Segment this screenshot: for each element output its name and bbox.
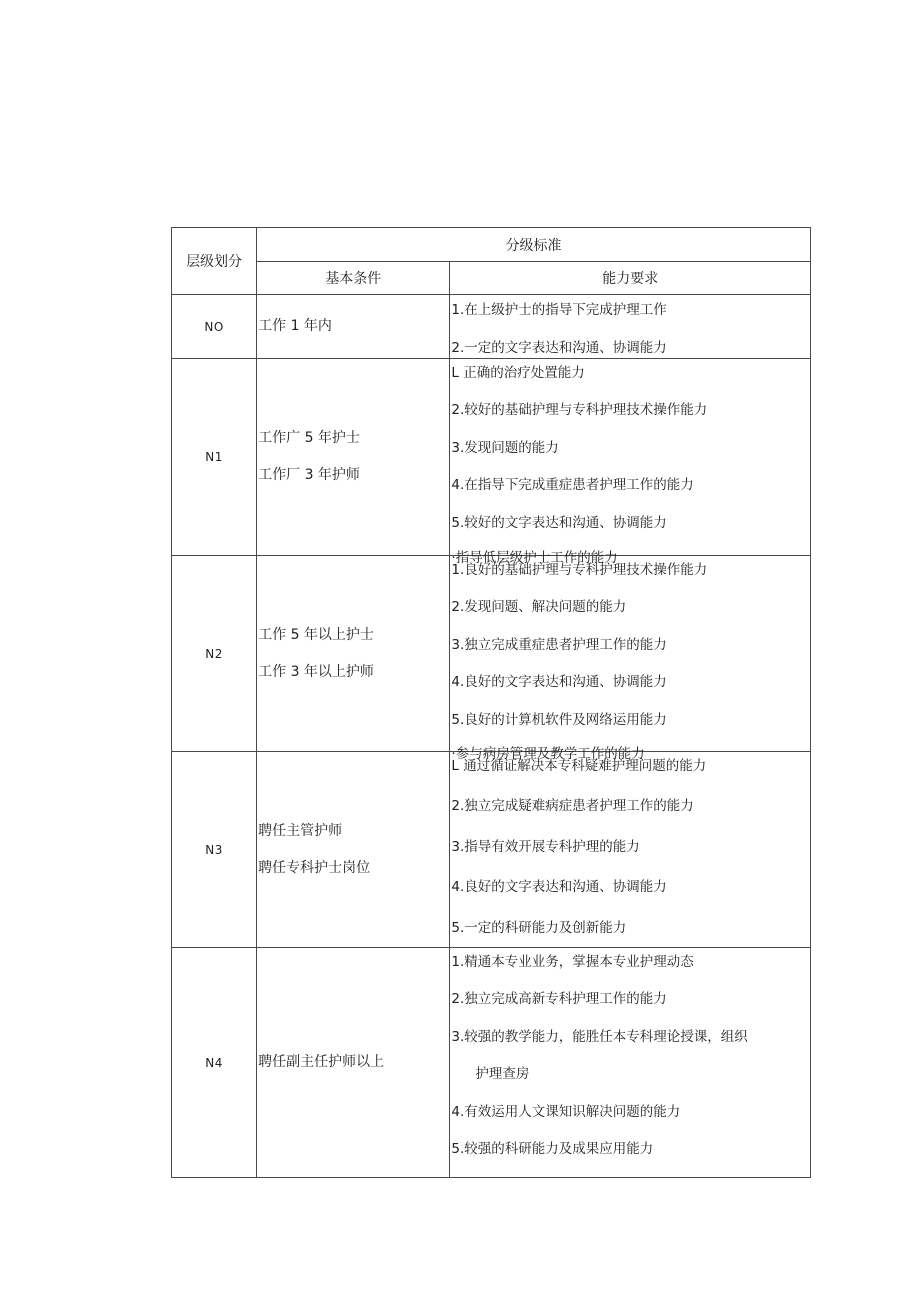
ability-line: 2.独立完成疑难病症患者护理工作的能力 (451, 798, 694, 814)
ability-line: 2.一定的文字表达和沟通、协调能力 (451, 340, 667, 356)
level-cell: N1 (172, 359, 257, 556)
level-cell: N3 (172, 752, 257, 948)
basic-line: 工作厂 3 年护师 (258, 467, 360, 483)
ability-cell (450, 295, 811, 359)
header-level: 层级划分 (172, 228, 257, 295)
basic-line: 工作 1 年内 (258, 318, 332, 334)
ability-cell (450, 752, 811, 948)
ability-line: 2.发现问题、解决问题的能力 (451, 599, 627, 615)
basic-line: 聘任主管护师 (258, 822, 343, 839)
level-cell: N4 (172, 948, 257, 1178)
ability-line-continued: 护理查房 (475, 1066, 530, 1082)
ability-line: 1.良好的基础护理与专科护理技术操作能力 (451, 562, 708, 578)
level-cell: N2 (172, 556, 257, 752)
ability-line: 4.有效运用人文课知识解决问题的能力 (451, 1104, 681, 1120)
ability-line: 1.在上级护士的指导下完成护理工作 (451, 302, 667, 318)
ability-line: 3.指导有效开展专科护理的能力 (451, 839, 640, 855)
ability-line: 2.较好的基础护理与专科护理技术操作能力 (451, 402, 708, 418)
ability-cell (450, 359, 811, 566)
ability-line: 3.较强的教学能力，能胜任本专科理论授课，组织 (451, 1029, 748, 1045)
table-row (172, 359, 811, 556)
ability-line-clipped: ·参与病房管理及教学工作的能力 (451, 746, 645, 762)
table-row (172, 948, 811, 1178)
ability-line: 1.精通本专业业务，掌握本专业护理动态 (451, 954, 694, 970)
table-header-row (172, 228, 811, 262)
ability-line: 5.较强的科研能力及成果应用能力 (451, 1141, 654, 1157)
ability-cell (450, 556, 811, 762)
basic-cell (257, 359, 450, 556)
ability-line: 4.良好的文字表达和沟通、协调能力 (451, 674, 667, 690)
basic-line: 聘任专科护士岗位 (258, 859, 371, 876)
ability-cell (450, 948, 811, 1178)
ability-line: L 正确的治疗处置能力 (451, 365, 585, 381)
ability-line: L 通过循证解决本专科疑难护理问题的能力 (451, 758, 707, 774)
ability-line: 5.较好的文字表达和沟通、协调能力 (451, 515, 667, 531)
ability-line: 3.发现问题的能力 (451, 440, 559, 456)
ability-line: 4.良好的文字表达和沟通、协调能力 (451, 879, 667, 895)
table-row (172, 295, 811, 359)
basic-cell (257, 556, 450, 752)
ability-line: 5.良好的计算机软件及网络运用能力 (451, 712, 667, 728)
nurse-level-table (171, 227, 811, 1178)
basic-line: 工作 3 年以上护师 (258, 663, 374, 680)
ability-line-clipped: ·指导低层级护士工作的能力 (451, 550, 618, 566)
ability-line: 2.独立完成高新专科护理工作的能力 (451, 991, 667, 1007)
basic-cell (257, 948, 450, 1178)
header-standard: 分级标准 (257, 228, 811, 262)
basic-line: 工作广 5 年护士 (258, 430, 360, 446)
level-cell: NO (172, 295, 257, 359)
basic-cell (257, 295, 450, 359)
header-ability: 能力要求 (450, 262, 811, 295)
table-row (172, 752, 811, 948)
ability-line: 5.一定的科研能力及创新能力 (451, 920, 627, 936)
basic-cell (257, 752, 450, 948)
table-row (172, 556, 811, 752)
ability-line: 3.独立完成重症患者护理工作的能力 (451, 637, 667, 653)
basic-line: 工作 5 年以上护士 (258, 626, 374, 643)
table-subheader-row (172, 262, 811, 295)
header-basic: 基本条件 (257, 262, 450, 295)
basic-line: 聘任副主任护师以上 (258, 1054, 385, 1070)
ability-line: 4.在指导下完成重症患者护理工作的能力 (451, 477, 694, 493)
